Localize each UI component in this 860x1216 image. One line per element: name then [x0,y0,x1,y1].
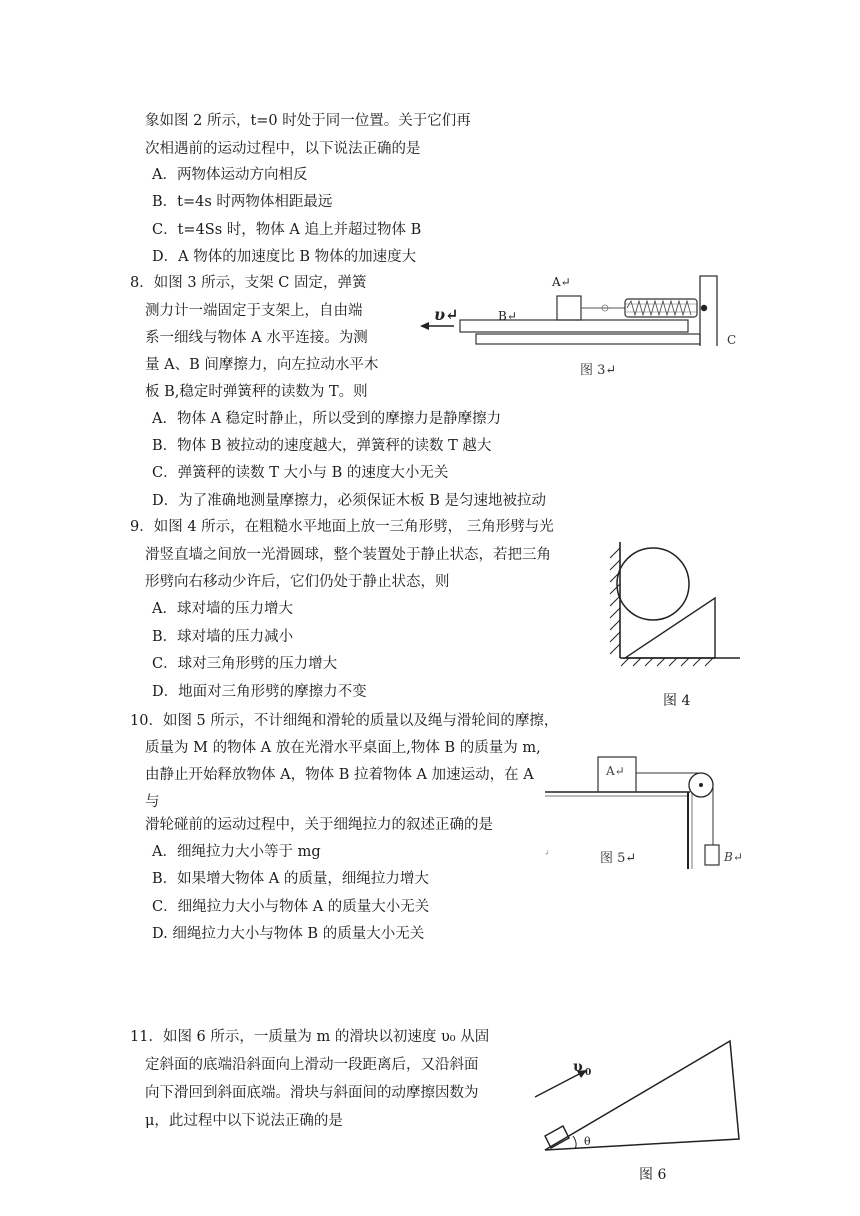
figure-6-label-v: υ [573,1059,583,1075]
figure-3-label-a: A↵ [552,275,571,289]
figure-5-label-b: B↵ [724,850,743,864]
q9-line-2: 滑竖直墙之间放一光滑圆球，整个装置处于静止状态，若把三角 [145,547,551,563]
q7-option-a: A．两物体运动方向相反 [152,167,308,183]
figure-4-caption: 图 4 [663,693,691,709]
figure-5-label-a: A↵ [606,764,625,778]
q8-line-1: 8．如图 3 所示，支架 C 固定，弹簧 [130,275,367,291]
q8-line-3: 系一细线与物体 A 水平连接。为测 [145,330,368,346]
q8-option-a: A．物体 A 稳定时静止，所以受到的摩擦力是静摩擦力 [152,411,502,427]
q9-line-1: 9．如图 4 所示，在粗糙水平地面上放一三角形劈， 三角形劈与光 [130,519,554,535]
q7-option-c: C．t=4Ss 时，物体 A 追上并超过物体 B [152,222,422,238]
q8-line-4: 量 A、B 间摩擦力，向左拉动水平木 [145,357,379,373]
q11-line-3: 向下滑回到斜面底端。滑块与斜面间的动摩擦因数为 [145,1085,479,1101]
q7-option-b: B．t=4s 时两物体相距最远 [152,194,333,210]
q8-line-5: 板 B,稳定时弹簧秤的读数为 T。则 [145,384,368,400]
q10-line-1: 10．如图 5 所示，不计细绳和滑轮的质量以及绳与滑轮间的摩擦， [130,713,559,729]
q10-line-3: 由静止开始释放物体 A，物体 B 拉着物体 A 加速运动，在 A [145,767,534,783]
q9-option-c: C．球对三角形劈的压力增大 [152,656,338,672]
q11-line-2: 定斜面的底端沿斜面向上滑动一段距离后，又沿斜面 [145,1057,479,1073]
q8-option-b: B．物体 B 被拉动的速度越大，弹簧秤的读数 T 越大 [152,438,492,454]
q10-option-c: C．细绳拉力大小与物体 A 的质量大小无关 [152,899,430,915]
q11-line-1: 11．如图 6 所示，一质量为 m 的滑块以初速度 υ₀ 从固 [130,1029,490,1045]
q11-line-4: μ，此过程中以下说法正确的是 [145,1113,343,1129]
q9-line-3: 形劈向右移动少许后，它们仍处于静止状态，则 [145,574,450,590]
q7-line-2: 次相遇前的运动过程中，以下说法正确的是 [145,141,421,157]
figure-6-label-sub: 0 [585,1068,592,1078]
q9-option-a: A．球对墙的压力增大 [152,601,293,617]
q10-option-a: A．细绳拉力大小等于 mg [152,844,321,860]
figure-3-label-b: B↵ [498,309,517,323]
figure-3-label-v: υ↵ [434,305,459,324]
q8-line-2: 测力计一端固定于支架上，自由端 [145,303,363,319]
figure-5 [540,745,750,875]
q10-option-b: B．如果增大物体 A 的质量，细绳拉力增大 [152,871,429,887]
figure-4 [595,540,745,665]
q9-option-d: D．地面对三角形劈的摩擦力不变 [152,684,367,700]
figure-3-caption: 图 3↵ [580,363,617,378]
figure-3 [420,268,750,383]
q7-line-1: 象如图 2 所示，t=0 时处于同一位置。关于它们再 [145,113,471,129]
q9-option-b: B．球对墙的压力减小 [152,629,294,645]
figure-6 [525,1035,750,1155]
q10-option-d: D. 细绳拉力大小与物体 B 的质量大小无关 [152,926,425,942]
q8-option-c: C．弹簧秤的读数 T 大小与 B 的速度大小无关 [152,465,449,481]
figure-5-mark: ↲ [544,849,550,857]
q10-line-4: 与 [145,794,160,810]
figure-3-label-c: C [727,333,737,347]
q10-line-2: 质量为 M 的物体 A 放在光滑水平桌面上,物体 B 的质量为 m, [145,740,541,756]
q10-line-5: 滑轮碰前的运动过程中，关于细绳拉力的叙述正确的是 [145,817,493,833]
figure-6-label-theta: θ [584,1135,591,1148]
figure-6-caption: 图 6 [639,1167,667,1183]
q8-option-d: D．为了准确地测量摩擦力，必须保证木板 B 是匀速地被拉动 [152,493,546,509]
q7-option-d: D．A 物体的加速度比 B 物体的加速度大 [152,249,417,265]
figure-5-caption: 图 5↵ [600,851,637,866]
